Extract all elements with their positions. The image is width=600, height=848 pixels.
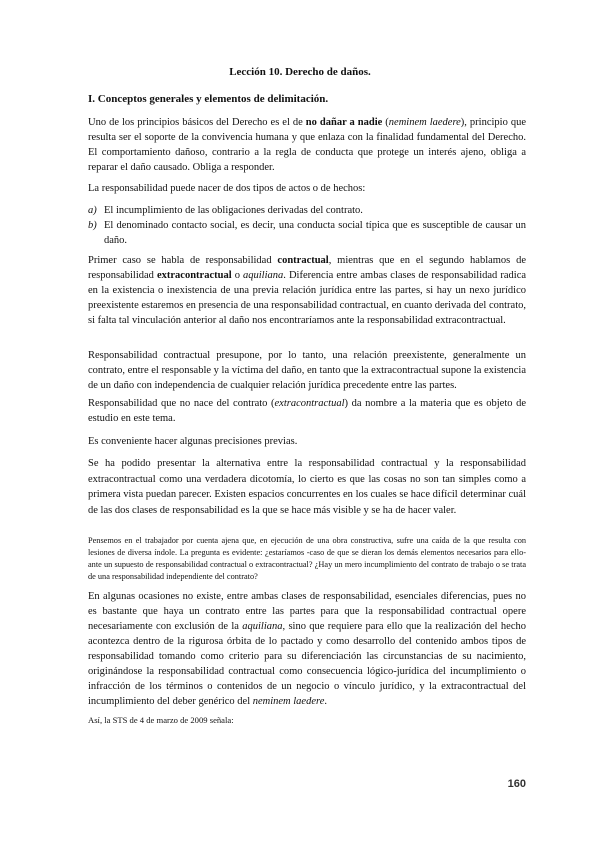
paragraph-10: Así, la STS de 4 de marzo de 2009 señala: <box>88 715 234 725</box>
list-item: a) El incumplimiento de las obligaciones derivadas del contrato. <box>88 205 363 216</box>
paragraph-7: Se ha podido presentar la alternativa entre la responsabilidad contractual y la responsabilidad extracontractual como una verdadera dicotomía, lo cierto es que las cosas no son tan simples como a primera vista puedan parecer. Existen espacios concurrentes en los cuales se hace difícil determinar cuál de las dos clases de responsabilidad es la que se hace más visible y se ha de hacer valer. <box>88 458 526 516</box>
paragraph-2: La responsabilidad puede nacer de dos tipos de actos o de hechos: <box>88 183 366 194</box>
paragraph-4: Responsabilidad contractual presupone, por lo tanto, una relación preexistente, generalmente un contrato, entre el responsable y la víctima del daño, en tanto que la extracontractual supone la existencia de un daño con independencia de cualquier relación jurídica precedente entre las partes. <box>88 350 526 391</box>
list <box>88 203 526 248</box>
paragraph-5: Responsabilidad que no nace del contrato (extracontractual) da nombre a la materia que es objeto de estudio en este tema. <box>88 398 526 424</box>
list-item: b) El denominado contacto social, es decir, una conducta social típica que es susceptible de causar un daño. <box>88 220 526 246</box>
paragraph-8-example: Pensemos en el trabajador por cuenta ajena que, en ejecución de una obra constructiva, sufre una caída de la que resulta con lesiones de diversa índole. La pregunta es evidente: ¿estaríamos -caso de que se dieran los demás elementos necesarios para ello- ante un supuesto de responsabilidad contractual o extracontractual? ¿Hay un mero incumplimiento del contrato de trabajo o se trata de una responsabilidad independiente del contrato? <box>88 536 526 581</box>
paragraph-1: Uno de los principios básicos del Derecho es el de no dañar a nadie (neminem laedere), principio que resulta ser el soporte de la convivencia humana y que enlaza con la finalidad fundamental del Derecho. El comportamiento dañoso, contrario a la regla de conducta que protege un interés ajeno, obliga a reparar el daño causado. Obliga a responder. <box>88 117 526 173</box>
paragraph-6: Es conveniente hacer algunas precisiones previas. <box>88 436 298 447</box>
section-heading: I. Conceptos generales y elementos de delimitación. <box>88 93 329 105</box>
lesson-title: Lección 10. Derecho de daños. <box>229 66 371 78</box>
page-number: 160 <box>507 778 526 790</box>
paragraph-9: En algunas ocasiones no existe, entre ambas clases de responsabilidad, esenciales diferencias, pues no es bastante que haya un contrato entre las partes para que la responsabilidad contractual opere necesariamente con exclusión de la aquiliana, sino que requiere para ello que la realización del hecho acontezca dentro de la rigurosa órbita de lo pactado y como desarrollo del contenido ambos tipos de responsabilidad tomando como criterio para su diferenciación las circunstancias de su nacimiento, originándose la responsabilidad contractual como consecuencia lógico-jurídica del incumplimiento o infracción de los términos o contenidos de un negocio o vínculo jurídico, y la extracontractual del incumplimiento del deber genérico del neminem laedere. <box>88 591 526 707</box>
paragraph-3: Primer caso se habla de responsabilidad contractual, mientras que en el segundo hablamos de responsabilidad extracontractual o aquiliana. Diferencia entre ambas clases de responsabilidad radica en la existencia o inexistencia de una previa relación jurídica entre las partes, si hay un nexo jurídico preexistente estaremos en presencia de una responsabilidad contractual, en cuanto derivada del contrato, si falta tal vinculación anterior al daño nos encontraríamos ante la responsabilidad extracontractual. <box>88 255 527 326</box>
